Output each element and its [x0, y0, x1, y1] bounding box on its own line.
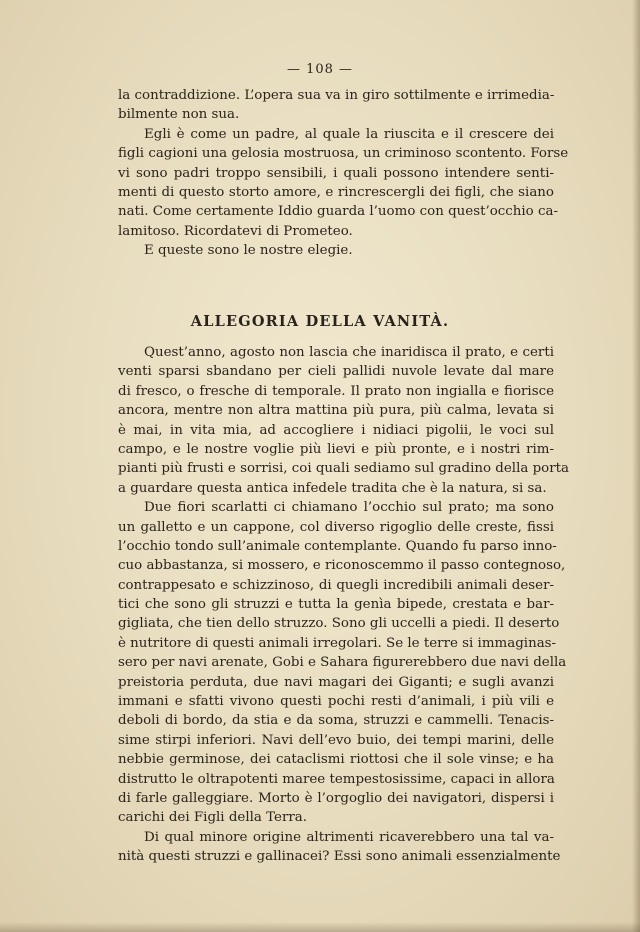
text-line: immani e sfatti vivono questi pochi resti d’animali, i più vili e [118, 694, 554, 710]
text-line: E queste sono le nostre elegie. [144, 243, 353, 259]
text-line: campo, e le nostre voglie più lievi e più pronte, e i nostri rim- [118, 441, 554, 457]
text-line: Egli è come un padre, al quale la riuscita e il crescere dei [144, 126, 554, 142]
text-line: nebbie germinose, dei cataclismi riottosi che il sole vinse; e ha [118, 752, 554, 768]
text-line: carichi dei Figli della Terra. [118, 810, 307, 826]
text-line: menti di questo storto amore, e rincrescergli dei figli, che siano [118, 184, 554, 200]
text-line: contrappesato e schizzinoso, di quegli incredibili animali deser- [118, 577, 554, 593]
text-line: pianti più frusti e sorrisi, coi quali sediamo sul gradino della porta [118, 461, 569, 477]
text-line: sero per navi arenate, Gobi e Sahara figurerebbero due navi della [118, 655, 567, 671]
text-line: venti sparsi sbandano per cieli pallidi nuvole levate dal mare [118, 364, 554, 380]
text-line: a guardare questa antica infedele tradita che è la natura, si sa. [118, 480, 547, 496]
text-line: Quest’anno, agosto non lascia che inaridisca il prato, e certi [144, 345, 554, 360]
text-line: figli cagioni una gelosia mostruosa, un criminoso scontento. Forse [118, 146, 569, 162]
text-line: è nutritore di questi animali irregolari. Se le terre si immaginas- [118, 635, 557, 651]
text-line: Due fiori scarlatti ci chiamano l’occhio sul prato; ma sono [144, 500, 554, 516]
text-line: lamitoso. Ricordatevi di Prometeo. [118, 223, 353, 239]
text-line: è mai, in vita mia, ad accogliere i nidiaci pigolii, le voci sul [118, 422, 554, 438]
text-line: ancora, mentre non altra mattina più pura, più calma, levata si [118, 403, 554, 419]
text-line: nità questi struzzi e gallinacei? Essi sono animali essenzialmente [118, 849, 561, 865]
text-line: cuo abbastanza, si mossero, e riconoscemmo il passo contegnoso, [118, 558, 566, 574]
text-line: preistoria perduta, due navi magari dei Giganti; e sugli avanzi [118, 674, 554, 690]
text-line: nati. Come certamente Iddio guarda l’uomo con quest’occhio ca- [118, 204, 559, 220]
top-paragraphs [118, 86, 569, 261]
text-line: Di qual minore origine altrimenti ricaverebbero una tal va- [144, 829, 554, 845]
text-line: bilmente non sua. [118, 107, 240, 123]
page-edge-shadow-right [632, 0, 640, 932]
page-number: — 108 — [286, 62, 354, 77]
text-line: tici che sono gli struzzi e tutta la genìa bipede, crestata e bar- [118, 597, 554, 613]
text-line: la contraddizione. L’opera sua va in giro sottilmente e irrimedia- [118, 88, 555, 103]
text-line: gigliata, che tien dello struzzo. Sono gli uccelli a piedi. Il deserto [118, 616, 560, 632]
text-line: di farle galleggiare. Morto è l’orgoglio dei navigatori, dispersi i [118, 790, 554, 806]
text-line: distrutto le oltrapotenti maree tempestosissime, capaci in allora [118, 771, 555, 787]
text-line: un galletto e un cappone, col diverso rigoglio delle creste, fissi [118, 519, 554, 535]
text-line: deboli di bordo, da stia e da soma, struzzi e cammelli. Tenacis- [118, 713, 554, 729]
text-line: di fresco, o fresche di temporale. Il prato non ingialla e fiorisce [118, 383, 554, 399]
text-line: l’occhio tondo sull’animale contemplante. Quando fu parso inno- [118, 538, 557, 554]
text-line: sime stirpi inferiori. Navi dell’evo buio, dei tempi marini, delle [118, 732, 554, 748]
section-title: ALLEGORIA DELLA VANITÀ. [190, 313, 450, 330]
text-line: vi sono padri troppo sensibili, i quali possono intendere senti- [118, 165, 554, 181]
page-edge-shadow-bottom [0, 922, 640, 932]
body-text [118, 343, 569, 867]
